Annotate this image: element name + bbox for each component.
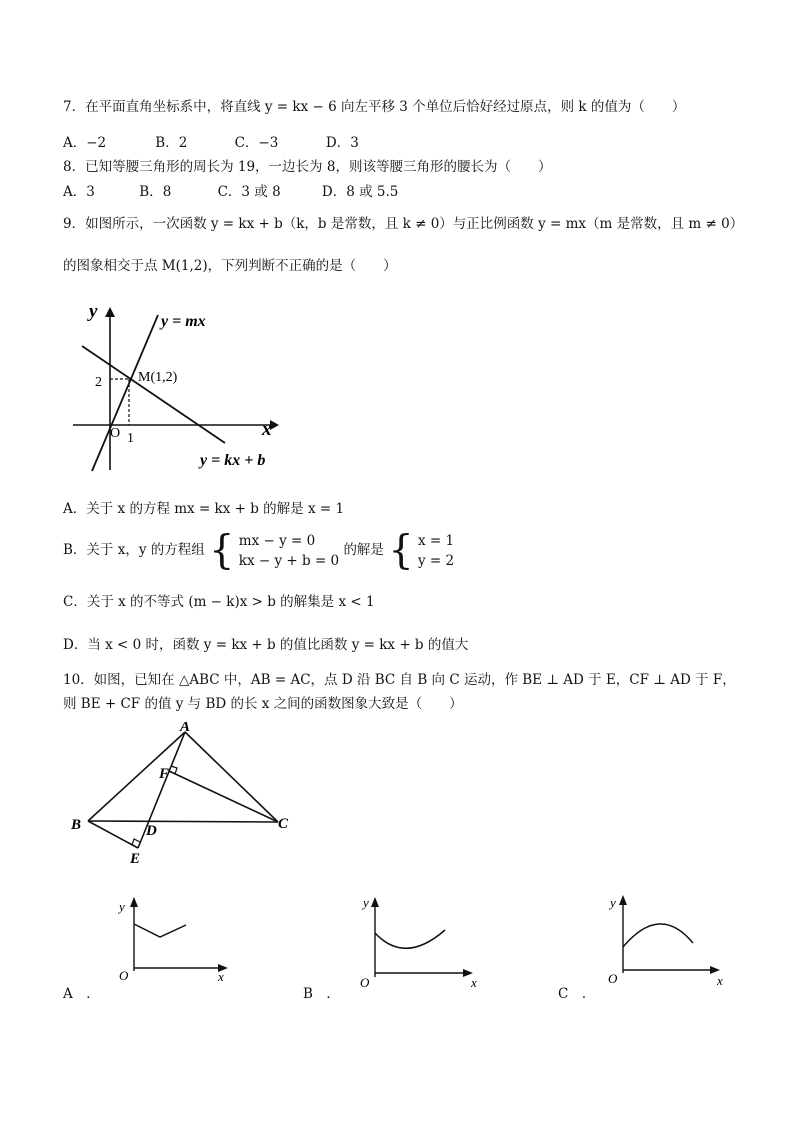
q7-option-c[interactable]: C．−3 — [234, 135, 279, 151]
q9-stem-line2: 的图象相交于点 M(1,2)，下列判断不正确的是（ ） — [63, 258, 397, 274]
segment-be — [88, 821, 138, 848]
q9-y-label: y — [89, 301, 98, 322]
q7-options — [63, 134, 359, 152]
q9-option-b-mid: 的解是 — [343, 542, 384, 558]
q10-stem-line1: 10．如图，已知在 △ABC 中，AB = AC，点 D 沿 BC 自 B 向 C 运动，作 BE ⊥ AD 于 E，CF ⊥ AD 于 F， — [63, 672, 736, 688]
q9-option-a[interactable]: A．关于 x 的方程 mx = kx + b 的解是 x = 1 — [63, 501, 345, 517]
q9-option-b-sol1: x = 1 — [417, 532, 455, 549]
label-b: B — [71, 817, 82, 833]
q9-option-b-brace1: { — [209, 527, 235, 574]
q8-option-b[interactable]: B．8 — [139, 184, 172, 200]
q10-graph-b-label[interactable]: B ． — [303, 986, 340, 1002]
graph-b-y-label: y — [363, 895, 369, 910]
q10-graph-a[interactable] — [110, 895, 240, 990]
q9-option-d[interactable]: D．当 x < 0 时，函数 y = kx + b 的值比函数 y = kx + b 的值大 — [63, 637, 469, 653]
q9-tick-x: 1 — [127, 431, 134, 446]
q9-option-b-sol2: y = 2 — [417, 552, 455, 569]
graph-b-x-label: x — [471, 975, 477, 990]
q9-x-label: x — [262, 419, 272, 440]
graph-b-curve — [375, 930, 445, 948]
q7-stem: 7．在平面直角坐标系中，将直线 y = kx − 6 向左平移 3 个单位后恰好经过原点，则 k 的值为（ ） — [63, 99, 686, 115]
q10-graph-a-label[interactable]: A ． — [63, 986, 100, 1002]
q9-line-mx — [92, 315, 158, 471]
segment-cf — [169, 771, 278, 822]
graph-a-curve — [134, 924, 186, 937]
q10-triangle-figure — [60, 722, 310, 872]
q10-stem-line2: 则 BE + CF 的值 y 与 BD 的长 x 之间的函数图象大致是（ ） — [63, 696, 463, 712]
q9-option-b-eq2: kx − y + b = 0 — [238, 552, 340, 569]
q7-option-b[interactable]: B．2 — [155, 135, 188, 151]
q9-option-b-solution — [418, 531, 454, 571]
graph-c-x-label: x — [717, 973, 723, 988]
graph-c-y-arrow — [619, 895, 627, 905]
graph-b-y-arrow — [371, 897, 379, 907]
q9-line-mx-label: y = mx — [161, 313, 206, 330]
graph-c-curve — [623, 924, 693, 947]
q8-stem: 8．已知等腰三角形的周长为 19，一边长为 8，则该等腰三角形的腰长为（ ） — [63, 159, 552, 175]
label-e: E — [130, 851, 141, 867]
q9-point-label: M(1,2) — [138, 370, 178, 385]
q9-option-b-prefix: B．关于 x，y 的方程组 — [63, 542, 205, 558]
q10-graph-c[interactable] — [605, 893, 735, 993]
q9-graph-figure — [65, 295, 295, 475]
graph-c-y-label: y — [610, 895, 616, 910]
segment-ab — [88, 732, 185, 821]
q7-option-d[interactable]: D．3 — [325, 135, 359, 151]
q9-line-kxb — [82, 346, 225, 443]
graph-a-y-arrow — [130, 897, 138, 907]
q9-option-b-eq1: mx − y = 0 — [238, 532, 316, 549]
q9-option-b[interactable] — [63, 527, 455, 574]
graph-a-y-label: y — [119, 899, 125, 914]
label-c: C — [278, 816, 289, 832]
label-a: A — [180, 722, 191, 735]
q10-graph-b[interactable] — [355, 895, 490, 995]
q9-origin-label: O — [110, 426, 121, 441]
graph-a-x-label: x — [218, 969, 224, 984]
label-d: D — [146, 823, 157, 839]
q9-option-b-brace2: { — [388, 527, 414, 574]
q8-option-d[interactable]: D．8 或 5.5 — [321, 184, 399, 200]
graph-c-origin: O — [608, 971, 618, 986]
q9-option-c[interactable]: C．关于 x 的不等式 (m − k)x > b 的解集是 x < 1 — [63, 594, 375, 610]
q7-option-a[interactable]: A．−2 — [63, 135, 107, 151]
q9-tick-y: 2 — [95, 375, 102, 390]
graph-a-origin: O — [119, 968, 129, 983]
label-f: F — [159, 766, 170, 782]
q8-option-a[interactable]: A．3 — [63, 184, 95, 200]
graph-b-origin: O — [360, 975, 370, 990]
segment-ac — [185, 732, 278, 822]
q9-option-b-system — [239, 531, 339, 571]
q9-y-arrow — [105, 307, 115, 317]
q8-options — [63, 183, 398, 201]
q10-graph-c-label[interactable]: C ． — [558, 986, 596, 1002]
q9-stem-line1: 9．如图所示，一次函数 y = kx + b（k，b 是常数，且 k ≠ 0）与正比例函数 y = mx（m 是常数，且 m ≠ 0） — [63, 216, 744, 232]
segment-bc — [88, 821, 278, 822]
q8-option-c[interactable]: C．3 或 8 — [217, 184, 281, 200]
q9-line-kxb-label: y = kx + b — [200, 452, 266, 469]
